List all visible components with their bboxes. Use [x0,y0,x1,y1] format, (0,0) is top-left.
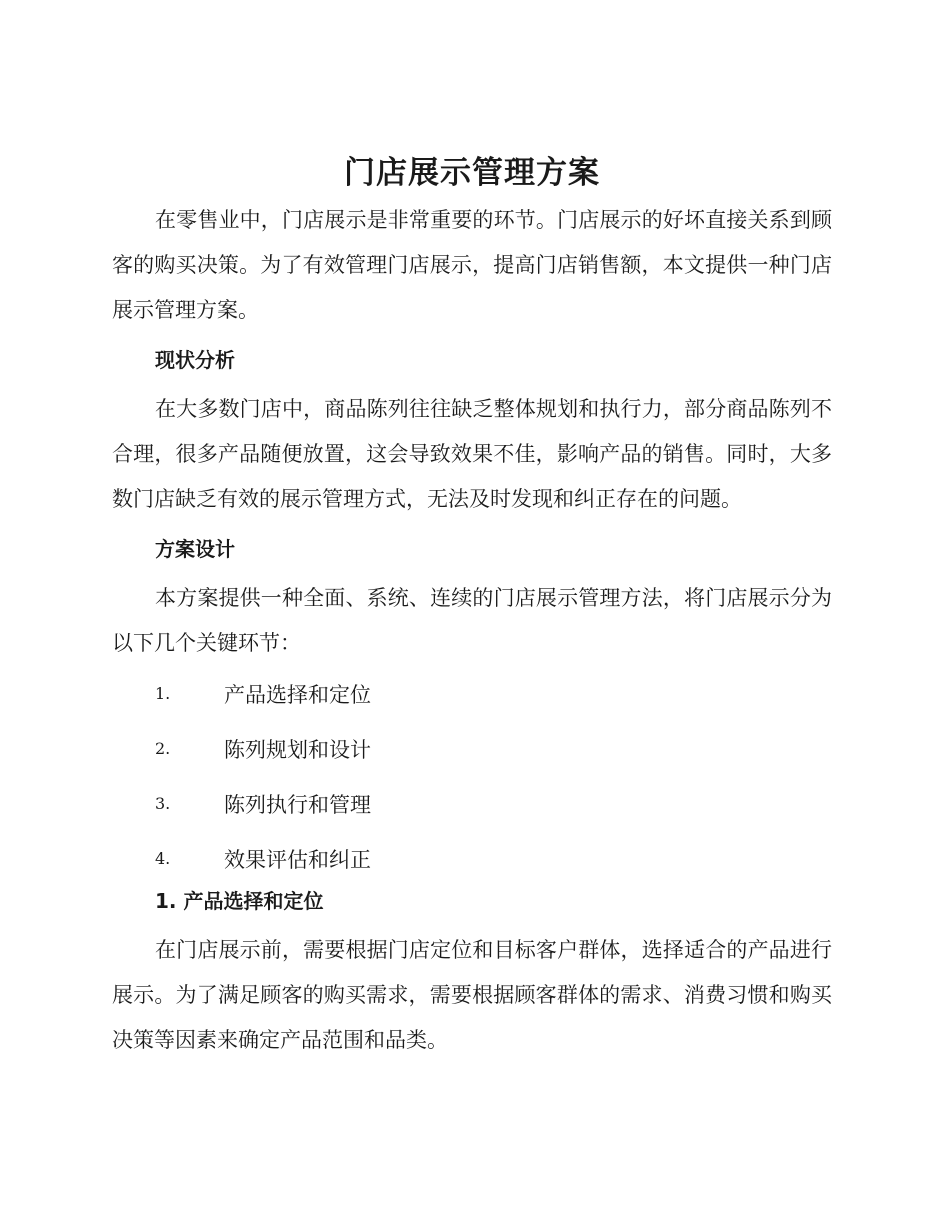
status-paragraph: 在大多数门店中，商品陈列往往缺乏整体规划和执行力，部分商品陈列不合理，很多产品随便放置，这会导致效果不佳，影响产品的销售。同时，大多数门店缺乏有效的展示管理方式，无法及时发现和纠正存在的问题。 [112,397,832,511]
section-heading-design: 方案设计 [155,537,235,561]
product-paragraph: 在门店展示前，需要根据门店定位和目标客户群体，选择适合的产品进行展示。为了满足顾客的购买需求，需要根据顾客群体的需求、消费习惯和购买决策等因素来确定产品范围和品类。 [112,938,832,1052]
list-item-text: 产品选择和定位 [224,682,371,707]
document-page [112,148,832,1063]
list-item-number: 1. [155,684,171,703]
document-title: 门店展示管理方案 [344,155,600,191]
section-heading-product: 1. 产品选择和定位 [155,889,324,913]
list-item [112,831,832,886]
list-item [112,666,832,721]
list-item-text: 效果评估和纠正 [224,847,371,872]
list-item-number: 3. [155,794,171,813]
list-item-number: 2. [155,739,171,758]
steps-list [112,666,832,886]
list-item [112,776,832,831]
section-heading-status: 现状分析 [155,348,235,372]
list-item [112,721,832,776]
design-paragraph: 本方案提供一种全面、系统、连续的门店展示管理方法，将门店展示分为以下几个关键环节： [112,586,832,655]
list-item-text: 陈列规划和设计 [224,737,371,762]
list-item-number: 4. [155,849,171,868]
intro-paragraph: 在零售业中，门店展示是非常重要的环节。门店展示的好坏直接关系到顾客的购买决策。为了有效管理门店展示，提高门店销售额，本文提供一种门店展示管理方案。 [112,208,832,322]
list-item-text: 陈列执行和管理 [224,792,371,817]
